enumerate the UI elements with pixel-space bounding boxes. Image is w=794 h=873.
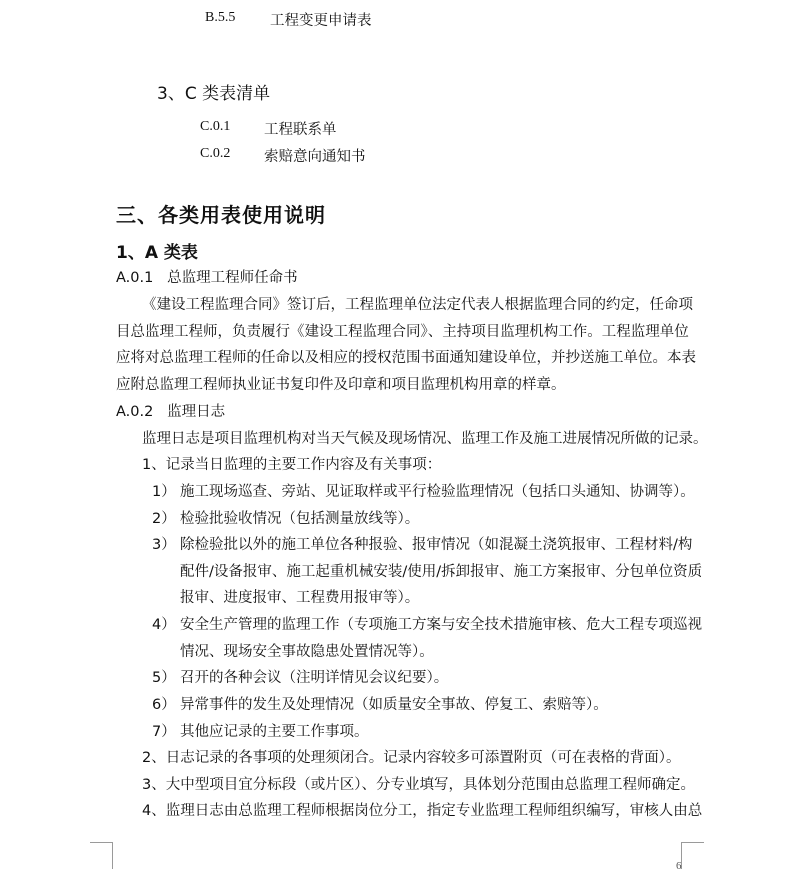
item-title: 索赔意向通知书 [264,149,366,165]
paragraph-line: 应附总监理工程师执业证书复印件及印章和项目监理机构用章的样章。 [116,377,566,393]
list-text: 施工现场巡查、旁站、见证取样或平行检验监理情况（包括口头通知、协调等）。 [180,484,695,500]
section-c-heading: 3、C 类表清单 [157,84,271,104]
page-number: 6 [676,860,682,872]
paragraph-line: 应将对总监理工程师的任命以及相应的授权范围书面通知建设单位，并抄送施工单位。本表 [116,350,696,366]
subsection-heading: 1、A 类表 [116,243,198,263]
item-code: C.0.1 [200,119,231,134]
list-number: 7） [152,724,176,740]
list-text: 其他应记录的主要工作事项。 [180,724,369,740]
paragraph-line: 目总监理工程师，负责履行《建设工程监理合同》、主持项目监理机构工作。工程监理单位 [116,324,689,340]
paragraph-line: 《建设工程监理合同》签订后，工程监理单位法定代表人根据监理合同的约定，任命项 [142,297,693,313]
list-text: 安全生产管理的监理工作（专项施工方案与安全技术措施审核、危大工程专项巡视 [180,617,702,633]
item-title: 工程联系单 [264,122,337,138]
list-text: 除检验批以外的施工单位各种报验、报审情况（如混凝土浇筑报审、工程材料/构 [180,537,693,553]
a01-heading: A.0.1 总监理工程师任命书 [116,270,298,286]
item-title: 工程变更申请表 [270,13,372,29]
margin-corner-mark-right [681,842,704,869]
list-number: 1） [152,484,176,500]
margin-corner-mark-left [90,842,113,869]
section-heading: 三、各类用表使用说明 [116,203,326,227]
list-number: 6） [152,697,176,713]
rule-line: 3、大中型项目宜分标段（或片区）、分专业填写，具体划分范围由总监理工程师确定。 [142,777,695,793]
paragraph-line: 监理日志是项目监理机构对当天气候及现场情况、监理工作及施工进展情况所做的记录。 [142,431,708,447]
list-text: 召开的各种会议（注明详情见会议纪要）。 [180,670,449,686]
list-number: 4） [152,617,176,633]
list-number: 2） [152,511,176,527]
item-code: C.0.2 [200,146,231,161]
list-text: 报审、进度报审、工程费用报审等）。 [180,590,420,606]
list-text: 异常事件的发生及处理情况（如质量安全事故、停复工、索赔等）。 [180,697,608,713]
rule-line: 4、监理日志由总监理工程师根据岗位分工，指定专业监理工程师组织编写，审核人由总 [142,803,703,819]
item-code: B.5.5 [205,10,236,25]
list-text: 配件/设备报审、施工起重机械安装/使用/拆卸报审、施工方案报审、分包单位资质 [180,564,703,580]
rule-line: 2、日志记录的各事项的处理须闭合。记录内容较多可添置附页（可在表格的背面）。 [142,750,681,766]
list-text: 检验批验收情况（包括测量放线等）。 [180,511,420,527]
list-text: 情况、现场安全事故隐患处置情况等）。 [180,644,434,660]
a02-heading: A.0.2 监理日志 [116,404,226,420]
list-number: 3） [152,537,176,553]
list-number: 5） [152,670,176,686]
rule-line: 1、记录当日监理的主要工作内容及有关事项： [142,457,442,473]
